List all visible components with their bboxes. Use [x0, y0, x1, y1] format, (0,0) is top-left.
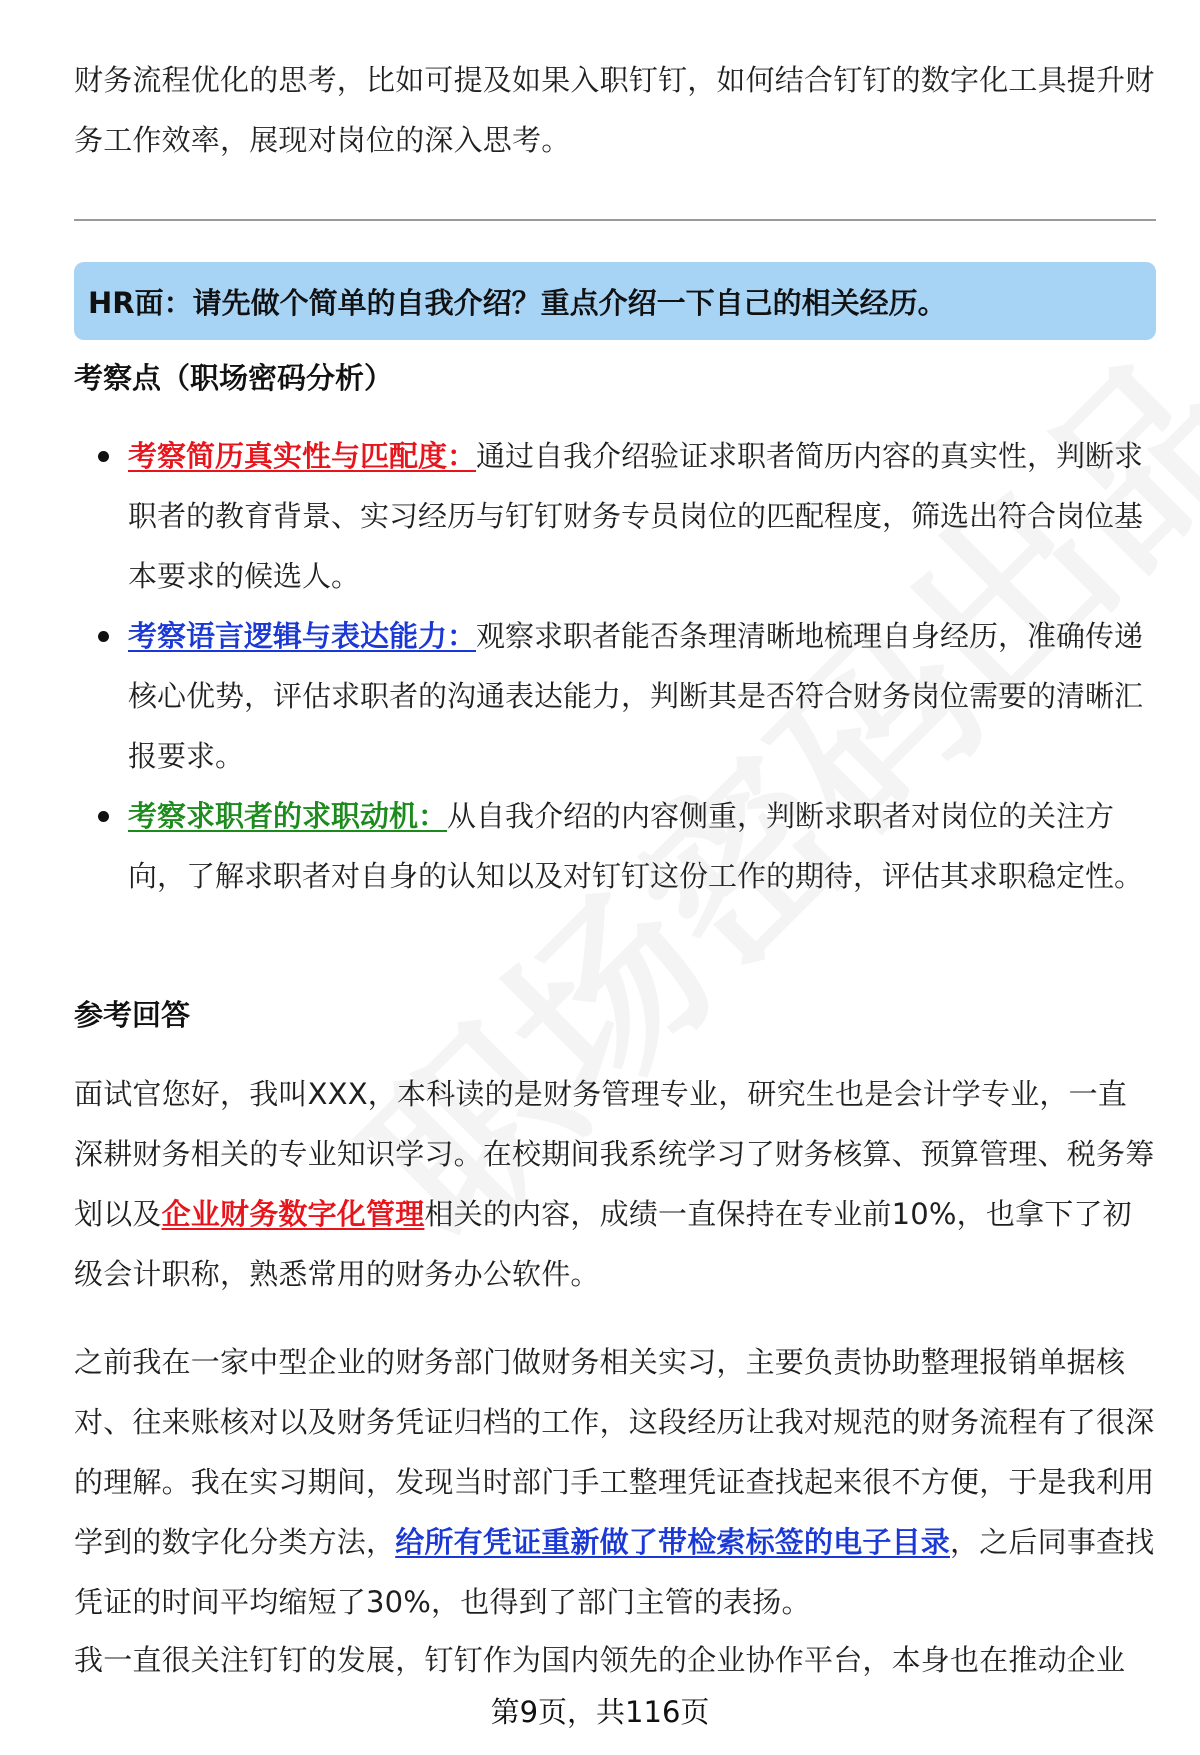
- answer-text: 相关的内容，成绩一直保持在专业前10%，也拿下了初级会计职称，熟悉常用的财务办公软件。: [74, 1197, 1132, 1291]
- answer-paragraph-1: [74, 1064, 1156, 1304]
- answer-paragraph-3: 我一直很关注钉钉的发展，钉钉作为国内领先的企业协作平台，本身也在推动企业: [74, 1643, 1126, 1677]
- bullet-icon: [98, 631, 109, 642]
- answer-text: 之前我在一家中型企业的财务部门做财务相关实习，主要负责协助整理报销单据核对、往来账核对以及财务凭证归档的工作，这段经历让我对规范的财务流程有了很深的理解。我在实习期间，发现当时部门手工整理凭证查找起来很不方便，于是我利用学到的数字化分类方法，: [74, 1345, 1155, 1559]
- page-number: 第9页，共116页: [490, 1695, 710, 1729]
- point-text: 观察求职者能否条理清晰地梳理自身经历，准确传递核心优势，评估求职者的沟通表达能力，判断其是否符合财务岗位需要的清晰汇报要求。: [128, 619, 1144, 773]
- bullet-icon: [98, 811, 109, 822]
- intro-paragraph: 财务流程优化的思考，比如可提及如果入职钉钉，如何结合钉钉的数字化工具提升财务工作效率，展现对岗位的深入思考。: [74, 63, 1155, 157]
- point-label: 考察语言逻辑与表达能力：: [128, 619, 477, 653]
- list-item: [74, 426, 1156, 606]
- point-text: 通过自我介绍验证求职者简历内容的真实性，判断求职者的教育背景、实习经历与钉钉财务专员岗位的匹配程度，筛选出符合岗位基本要求的候选人。: [128, 439, 1144, 593]
- answer-text: 面试官您好，我叫XXX，本科读的是财务管理专业，研究生也是会计学专业，一直深耕财务相关的专业知识学习。在校期间我系统学习了财务核算、预算管理、税务筹划以及: [74, 1077, 1155, 1231]
- bullet-icon: [98, 451, 109, 462]
- answer-heading: 参考回答: [74, 998, 191, 1032]
- points-heading: 考察点（职场密码分析）: [74, 361, 394, 395]
- answer-text: ，之后同事查找凭证的时间平均缩短了30%，也得到了部门主管的表扬。: [74, 1525, 1155, 1619]
- point-text: 从自我介绍的内容侧重，判断求职者对岗位的关注方向，了解求职者对自身的认知以及对钉钉这份工作的期待，评估其求职稳定性。: [128, 799, 1144, 893]
- list-item: [74, 606, 1156, 786]
- answer-paragraph-2: [74, 1332, 1156, 1632]
- question-box: [74, 262, 1156, 340]
- question-text: HR面：请先做个简单的自我介绍？重点介绍一下自己的相关经历。: [88, 285, 947, 320]
- point-label: 考察求职者的求职动机：: [128, 799, 448, 833]
- answer-highlight: 企业财务数字化管理: [161, 1197, 425, 1231]
- list-item: [74, 786, 1156, 906]
- point-label: 考察简历真实性与匹配度：: [128, 439, 477, 473]
- answer-highlight: 给所有凭证重新做了带检索标签的电子目录: [395, 1525, 951, 1559]
- points-list: [74, 426, 1156, 906]
- section-divider: [74, 219, 1156, 221]
